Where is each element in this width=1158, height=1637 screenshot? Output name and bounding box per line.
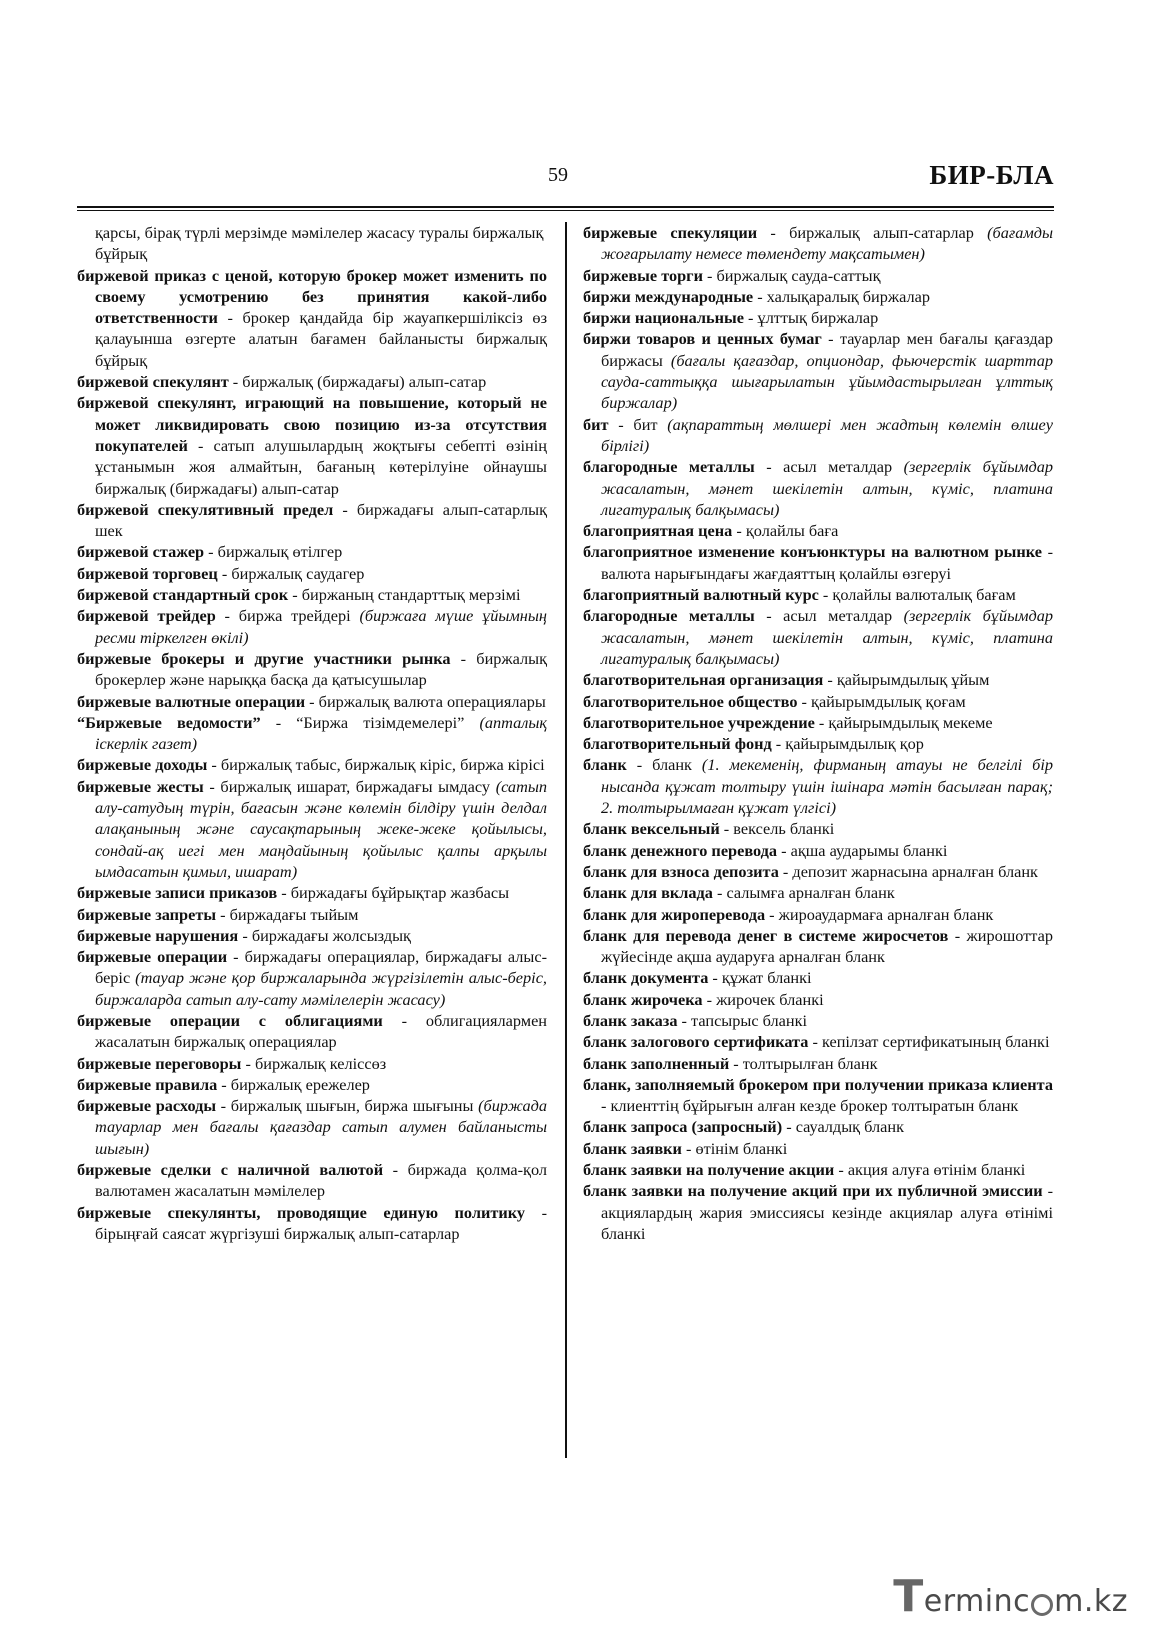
dictionary-entry [583, 328, 1053, 413]
entry-term: биржевой спекулянт, играющий на повышение, который не может ликвидировать свою позицию из-за отсутствия покупателей [77, 393, 547, 455]
entry-definition: биржада қолма-қол валютамен жасалатын мәмілелер [95, 1160, 547, 1201]
dictionary-entry [583, 818, 1053, 839]
dictionary-entry [583, 307, 1053, 328]
entry-definition: асыл металдар [783, 457, 893, 477]
entry-separator: - [217, 563, 232, 583]
entry-definition: депозит жарнасына арналған бланк [792, 861, 1038, 881]
entry-term: “Биржевые ведомости” [77, 712, 261, 732]
dictionary-entry [583, 733, 1053, 754]
entry-separator: - [702, 265, 717, 285]
entry-term: биржевой спекулятивный предел [77, 499, 334, 519]
entry-definition: қайырымдылық қоғам [811, 691, 966, 711]
entry-definition: сатып алушылардың жоқтығы себепті өзінің ұстанымын жоя алмайтын, бағаның көтерілуіне ойнаушы биржалық (биржадағы) алып-сатар [95, 435, 547, 498]
entry-separator: - [207, 755, 221, 775]
dictionary-entry [583, 222, 1053, 265]
entry-note: (бағалы қағаздар, опциондар, фьючерстік шарттар сауда-саттыққа шығарылатын ұйымдастырылған ұлттық биржалар) [601, 350, 1053, 413]
entry-term: бланк денежного перевода [583, 840, 778, 860]
entry-definition: валюта нарығындағы жағдаяттың қолайлы өзгеруі [601, 563, 952, 583]
entry-definition: биржадағы бұйрықтар жазбасы [290, 883, 510, 903]
entry-definition: тауарлар мен бағалы қағаздар биржасы [601, 329, 1054, 370]
entry-separator: - [712, 883, 727, 903]
entry-term: благотворительное общество [583, 691, 798, 711]
entry-separator: - [608, 414, 634, 434]
entry-definition: қолайлы баға [745, 521, 839, 541]
entry-definition: биржалық ишарат, биржадағы ымдасу [220, 776, 491, 796]
entry-term: бланк, заполняемый брокером при получении приказа клиента [583, 1074, 1053, 1094]
entry-definition: ұлттық биржалар [757, 308, 879, 328]
entry-term: бланк для взноса депозита [583, 861, 779, 881]
entry-note: (тауар және қор биржаларында жүргізілетін алыс-беріс, биржаларда сатып алу-сату мәмілелерін жасасу) [95, 968, 547, 1009]
dictionary-entry [77, 392, 547, 498]
entry-separator: - [814, 712, 829, 732]
entry-note: (апталық іскерлік газет) [95, 712, 548, 754]
entry-separator: - [754, 606, 784, 626]
dictionary-entry [77, 1053, 547, 1074]
entry-term: благоприятный валютный курс [583, 585, 819, 605]
entry-separator: - [753, 286, 767, 306]
entry-separator: - [771, 734, 786, 754]
dictionary-entry [77, 1095, 547, 1159]
entry-term: биржи товаров и ценных бумаг [583, 329, 822, 349]
entry-definition: биржалық келіссөз [254, 1053, 387, 1073]
entry-definition: бит [633, 414, 658, 434]
entry-term: биржевой торговец [77, 563, 218, 583]
continuation-text: қарсы, бірақ түрлі мерзімде мәмілелер жасасу туралы биржалық бұйрық [95, 223, 544, 264]
right-column [583, 222, 1053, 1244]
dictionary-entry [583, 1010, 1053, 1031]
dictionary-entry [77, 946, 547, 1010]
dictionary-entry [583, 541, 1053, 584]
entry-definition: биржадағы алып-сатарлық шек [95, 499, 547, 541]
entry-separator: - [333, 499, 357, 519]
entry-definition: салымға арналған бланк [726, 883, 895, 903]
dictionary-entry [583, 1053, 1053, 1074]
entry-separator: - [708, 968, 722, 988]
entry-definition: акция алуға өтінім бланкі [847, 1160, 1026, 1180]
entry-term: биржевой спекулянт [77, 372, 229, 392]
dictionary-entry [77, 691, 547, 712]
entry-separator: - [808, 1032, 822, 1052]
entry-definition: қайырымдылық қор [785, 734, 924, 754]
entry-definition: клиенттің бұйрығын алған кезде брокер толтыратын бланк [610, 1096, 1019, 1116]
entry-term: биржевые расходы [77, 1096, 217, 1116]
termincom-logo: T erminc m.kz [893, 1571, 1128, 1622]
entry-separator: - [217, 1074, 231, 1094]
entry-term: бланк залогового сертификата [583, 1032, 809, 1052]
entry-note: (1. мекеменің, фирманың атауы не белгілі бір нысанда құжат толтыру үшін ішінара мәтін басылған парақ; 2. толтырылмаған құжат үлгісі) [601, 755, 1053, 818]
entry-definition: жирошоттар жүйесінде ақша аударуға арналған бланк [601, 925, 1053, 967]
entry-definition: биржалық өтілгер [217, 542, 343, 562]
dictionary-entry [583, 605, 1053, 669]
entry-separator: - [382, 1010, 426, 1030]
entry-term: бланк вексельный [583, 819, 720, 839]
dictionary-entry [583, 691, 1053, 712]
entry-term: биржевой стандартный срок [77, 585, 289, 605]
entry-separator: - [227, 947, 245, 967]
dictionary-entry [583, 861, 1053, 882]
entry-definition: вексель бланкі [733, 819, 835, 839]
entry-term: биржевые валютные операции [77, 691, 306, 711]
entry-definition: биржалық брокерлер және нарыққа басқа да қатысушылар [95, 648, 548, 690]
entry-definition: қайырымдылық мекеме [828, 712, 993, 732]
entry-note: (бағамды жоғарылату немесе төмендету мақсатымен) [601, 223, 1053, 264]
dictionary-entry [583, 882, 1053, 903]
dictionary-entry [77, 1159, 547, 1202]
entry-separator: - [732, 521, 746, 541]
entry-definition: кепілзат сертификатының бланкі [821, 1032, 1050, 1052]
entry-term: бит [583, 414, 609, 434]
entry-definition: сауалдық бланк [795, 1117, 904, 1137]
entry-term: биржевые сделки с наличной валютой [77, 1160, 384, 1180]
entry-definition: “Биржа тізімдемелері” [296, 712, 465, 732]
entry-separator: - [238, 925, 252, 945]
entry-definition: құжат бланкі [721, 968, 812, 988]
entry-term: бланк заявки на получение акций при их публичной эмиссии [583, 1181, 1043, 1201]
entry-definition: өтінім бланкі [695, 1138, 788, 1158]
entry-separator: - [757, 223, 790, 242]
entry-separator: - [626, 755, 653, 775]
entry-note: (биржада тауарлар мен бағалы қағаздар сатып алумен байланысты шығын) [95, 1096, 548, 1158]
dictionary-entry [77, 648, 547, 691]
dictionary-entry [583, 669, 1053, 690]
entry-note: (зергерлік бұйымдар жасалатын, мәнет шекілетін алтын, күміс, платина лигатуралық балқымасы) [601, 457, 1054, 519]
dictionary-entry [583, 925, 1053, 968]
entry-definition: биржалық шығын, биржа шығыны [230, 1096, 474, 1116]
entry-term: бланк заполненный [583, 1053, 730, 1073]
entry-term: биржевой приказ с ценой, которую брокер может изменить по своему усмотрению без принятия какой-либо ответственности [77, 265, 547, 328]
entry-separator: - [782, 1117, 796, 1137]
dictionary-entry [77, 925, 547, 946]
entry-term: бланк заявки на получение акции [583, 1160, 835, 1180]
entry-separator: - [702, 989, 717, 1009]
entry-separator: - [777, 840, 791, 860]
entry-separator: - [743, 308, 758, 328]
entry-separator: - [241, 1053, 255, 1073]
dictionary-entry [583, 1159, 1053, 1180]
page-number: 59 [548, 164, 568, 186]
dictionary-entry [77, 584, 547, 605]
dictionary-entry [583, 265, 1053, 286]
entry-separator: - [729, 1053, 743, 1073]
entry-definition: жирочек бланкі [716, 989, 824, 1009]
dictionary-entry [583, 712, 1053, 733]
entry-term: бланк для перевода денег в системе жиросчетов [583, 925, 949, 945]
dictionary-entry [77, 1010, 547, 1053]
entry-separator: - [203, 776, 221, 796]
entry-definition: биржалық ережелер [230, 1074, 370, 1094]
entry-separator: - [948, 925, 967, 945]
entry-term: биржевые правила [77, 1074, 218, 1094]
entry-separator: - [216, 904, 230, 924]
dictionary-entry [583, 1116, 1053, 1137]
entry-separator: - [1042, 1181, 1053, 1201]
dictionary-entry [77, 776, 547, 882]
entry-definition: халықаралық биржалар [766, 286, 931, 306]
entry-definition: асыл металдар [783, 606, 893, 626]
entry-note: (биржаға мүше ұйымның ресми тіркелген өкілі) [95, 606, 547, 647]
entry-separator: - [204, 542, 218, 562]
entry-definition: биржалық саудагер [231, 563, 365, 583]
entry-note: (ақпараттың мөлшері мен жадтың көлемін өлшеу бірлігі) [601, 414, 1053, 455]
dictionary-entry [77, 1074, 547, 1095]
entry-definition: биржалық табыс, биржалық кіріс, биржа кірісі [220, 755, 545, 775]
entry-definition: биржалық валюта операциялары [318, 691, 546, 711]
entry-separator: - [818, 585, 833, 605]
dictionary-entry [583, 456, 1053, 520]
entry-term: биржи национальные [583, 308, 744, 328]
dictionary-entry [77, 882, 547, 903]
entry-term: бланк заказа [583, 1010, 678, 1030]
entry-term: бланк документа [583, 968, 709, 988]
dictionary-entry [583, 1180, 1053, 1244]
entry-separator: - [217, 308, 243, 328]
entry-term: биржевой стажер [77, 542, 205, 562]
entry-term: биржевые операции с облигациями [77, 1010, 383, 1030]
left-column [77, 222, 547, 1244]
entry-term: благоприятная цена [583, 521, 733, 541]
dictionary-entry [77, 499, 547, 542]
entry-separator: - [1041, 542, 1053, 562]
entry-definition: қайырымдылық ұйым [836, 670, 990, 690]
entry-term: бланк заявки [583, 1138, 682, 1158]
logo-ring-icon [1031, 1594, 1053, 1616]
entry-term: биржевые спекуляции [583, 223, 758, 242]
dictionary-entry [77, 605, 547, 648]
entry-term: благотворительное учреждение [583, 712, 815, 732]
entry-definition: биржалық (биржадағы) алып-сатар [242, 372, 487, 392]
entry-definition: акциялардың жария эмиссиясы кезінде акциялар алуға өтінімі бланкі [601, 1202, 1053, 1243]
entry-separator: - [215, 606, 239, 626]
entry-definition: биржалық алып-сатарлар [789, 223, 974, 242]
entry-term: биржевой трейдер [77, 606, 216, 626]
entry-term: бланк для жироперевода [583, 904, 766, 924]
entry-separator: - [778, 861, 793, 881]
dictionary-entry [583, 1074, 1053, 1117]
entry-definition: биржалық сауда-саттық [716, 265, 881, 285]
entry-separator: - [677, 1010, 692, 1030]
entry-term: благоприятное изменение конъюнктуры на валютном рынке [583, 542, 1042, 562]
dictionary-entry [583, 967, 1053, 988]
entry-term: бланк жирочека [583, 989, 703, 1009]
entry-definition: облигациялармен жасалатын биржалық операциялар [95, 1010, 548, 1052]
dictionary-entry [77, 1202, 547, 1245]
entry-definition: брокер қандайда бір жауапкершіліксіз өз қалауынша өзгерте алатын бағамен байланысты биржалық бұйрық [95, 308, 548, 370]
entry-term: бланк для вклада [583, 883, 713, 903]
column-divider [565, 222, 567, 1458]
entry-separator: - [277, 883, 291, 903]
entry-separator: - [719, 819, 734, 839]
entry-separator: - [821, 329, 840, 349]
dictionary-entry [583, 414, 1053, 457]
entry-term: биржевые жесты [77, 776, 204, 796]
entry-term: биржевые брокеры и другие участники рынка [77, 648, 451, 668]
entry-term: бланк запроса (запросный) [583, 1117, 783, 1137]
entry-term: благородные металлы [583, 606, 755, 626]
entry-separator: - [228, 372, 243, 392]
entry-term: биржевые запреты [77, 904, 217, 924]
entry-definition: тапсырыс бланкі [691, 1010, 808, 1030]
dictionary-entry [77, 265, 547, 371]
entry-definition: жироаудармаға арналған бланк [778, 904, 994, 924]
dictionary-entry [77, 371, 547, 392]
entry-definition: биржадағы жолсыздық [251, 925, 411, 945]
dictionary-entry [583, 840, 1053, 861]
entry-note: (сатып алу-сатудың түрін, бағасын және көлемін білдіру үшін делдал алақанының және саусақтарының жеке-жеке қойылысы, сондай-ақ иегі мен маңдайының қойылыс қалпы арқылы ымдасатын қимыл, ишарат) [95, 776, 547, 881]
dictionary-entry [583, 989, 1053, 1010]
entry-definition: бірыңғай саясат жүргізуші биржалық алып-сатарлар [95, 1223, 460, 1243]
entry-separator: - [305, 691, 319, 711]
entry-separator: - [754, 457, 784, 477]
entry-separator: - [450, 648, 477, 668]
entry-term: биржевые переговоры [77, 1053, 242, 1073]
entry-note: (зергерлік бұйымдар жасалатын, мәнет шекілетін алтын, күміс, платина лигатуралық балқымасы) [601, 606, 1054, 668]
dictionary-entry [77, 712, 547, 755]
dictionary-entry [77, 541, 547, 562]
dictionary-entry [77, 904, 547, 925]
entry-separator: - [383, 1160, 408, 1180]
entry-definition: биржа трейдері [238, 606, 351, 626]
dictionary-entry [77, 754, 547, 775]
entry-term: биржевые записи приказов [77, 883, 278, 903]
entry-separator: - [765, 904, 779, 924]
entry-separator: - [288, 585, 302, 605]
entry-term: биржевые доходы [77, 755, 208, 775]
entry-definition: биржадағы операциялар, биржадағы алыс-беріс [95, 947, 548, 988]
entry-separator: - [187, 435, 214, 455]
dictionary-entry [583, 754, 1053, 818]
entry-definition: биржаның стандарттық мерзімі [301, 585, 521, 605]
entry-term: благотворительная организация [583, 670, 824, 690]
entry-term: благотворительный фонд [583, 734, 772, 754]
entry-term: биржи международные [583, 286, 754, 306]
entry-separator: - [260, 712, 297, 732]
entry-separator: - [525, 1202, 547, 1222]
entry-term: биржевые операции [77, 947, 228, 967]
dictionary-entry [583, 1031, 1053, 1052]
dictionary-entry [583, 584, 1053, 605]
header-rule [77, 206, 1054, 211]
entry-separator: - [797, 691, 812, 711]
entry-term: биржевые нарушения [77, 925, 239, 945]
entry-separator: - [216, 1096, 231, 1116]
dictionary-entry [583, 904, 1053, 925]
entry-definition: қолайлы валюталық бағам [832, 585, 1016, 605]
entry-separator: - [823, 670, 837, 690]
entry-term: биржевые торги [583, 265, 703, 285]
dictionary-entry [583, 1138, 1053, 1159]
entry-separator: - [834, 1160, 848, 1180]
entry-definition: ақша аударымы бланкі [790, 840, 948, 860]
entry-definition: толтырылған бланк [742, 1053, 878, 1073]
running-head: БИР-БЛА [929, 160, 1054, 190]
entry-definition: биржадағы тыйым [229, 904, 359, 924]
entry-separator: - [681, 1138, 696, 1158]
entry-term: биржевые спекулянты, проводящие единую политику [77, 1202, 526, 1222]
dictionary-entry [583, 520, 1053, 541]
entry-term: благородные металлы [583, 457, 755, 477]
entry-separator: - [601, 1096, 611, 1116]
dictionary-entry [77, 563, 547, 584]
entry-definition: бланк [652, 755, 692, 775]
entry-term: бланк [583, 755, 627, 775]
dictionary-entry [583, 286, 1053, 307]
